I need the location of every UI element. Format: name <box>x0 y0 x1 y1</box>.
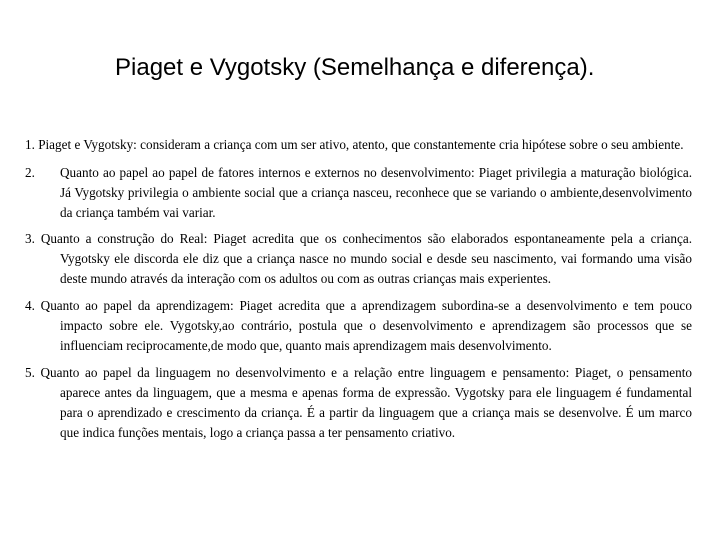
list-item-text: Piaget e Vygotsky: consideram a criança com um ser ativo, atento, que constantemente cria hipótese sobre o seu ambiente. <box>38 137 684 152</box>
list-item <box>25 135 692 155</box>
list-item-text: Quanto ao papel da aprendizagem: Piaget acredita que a aprendizagem subordina-se a desenvolvimento e tem pouco impacto sobre ele. Vygotsky,ao contrário, postula que o desenvolvimento e aprendizagem são processos que se influenciam reciprocamente,de modo que, quanto mais aprendizagem mais desenvolvimento. <box>40 298 692 353</box>
list-item-text: Quanto a construção do Real: Piaget acredita que os conhecimentos são elaborados espontaneamente pela a criança. Vygotsky ele discorda ele diz que a criança nasce no mundo social e desde seu nascimento, vai formando uma visão deste mundo através da interação com os adultos ou com as outras crianças mais experientes. <box>40 231 693 286</box>
slide-body <box>25 135 692 443</box>
slide-title: Piaget e Vygotsky (Semelhança e diferença). <box>115 54 595 81</box>
list-item-text: Quanto ao papel da linguagem no desenvolvimento e a relação entre linguagem e pensamento: Piaget, o pensamento aparece antes da linguagem, que a mesma e apenas forma de expressão. Vygotsky para ele linguagem é fundamental para o aprendizado e crescimento da criança. É a partir da linguagem que a criança mais se desenvolve. É um marco que indica funções mentais, logo a criança passa a ter pensamento criativo. <box>40 365 692 440</box>
list-item-number: 4. <box>25 298 35 313</box>
list-item <box>25 296 692 356</box>
list-item-number: 3. <box>25 231 35 246</box>
list-item-number: 1. <box>25 137 35 152</box>
list-item <box>25 363 692 443</box>
list-item-text: Quanto ao papel ao papel de fatores internos e externos no desenvolvimento: Piaget privilegia a maturação biológica. Já Vygotsky privilegia o ambiente social que a criança nasceu, reconhece que se variando o ambiente,desenvolvimento da criança também vai variar. <box>60 165 692 220</box>
list-item <box>25 163 692 223</box>
list-item <box>25 229 692 289</box>
list-item-number: 5. <box>25 365 35 380</box>
list-item-number: 2. <box>25 165 35 180</box>
